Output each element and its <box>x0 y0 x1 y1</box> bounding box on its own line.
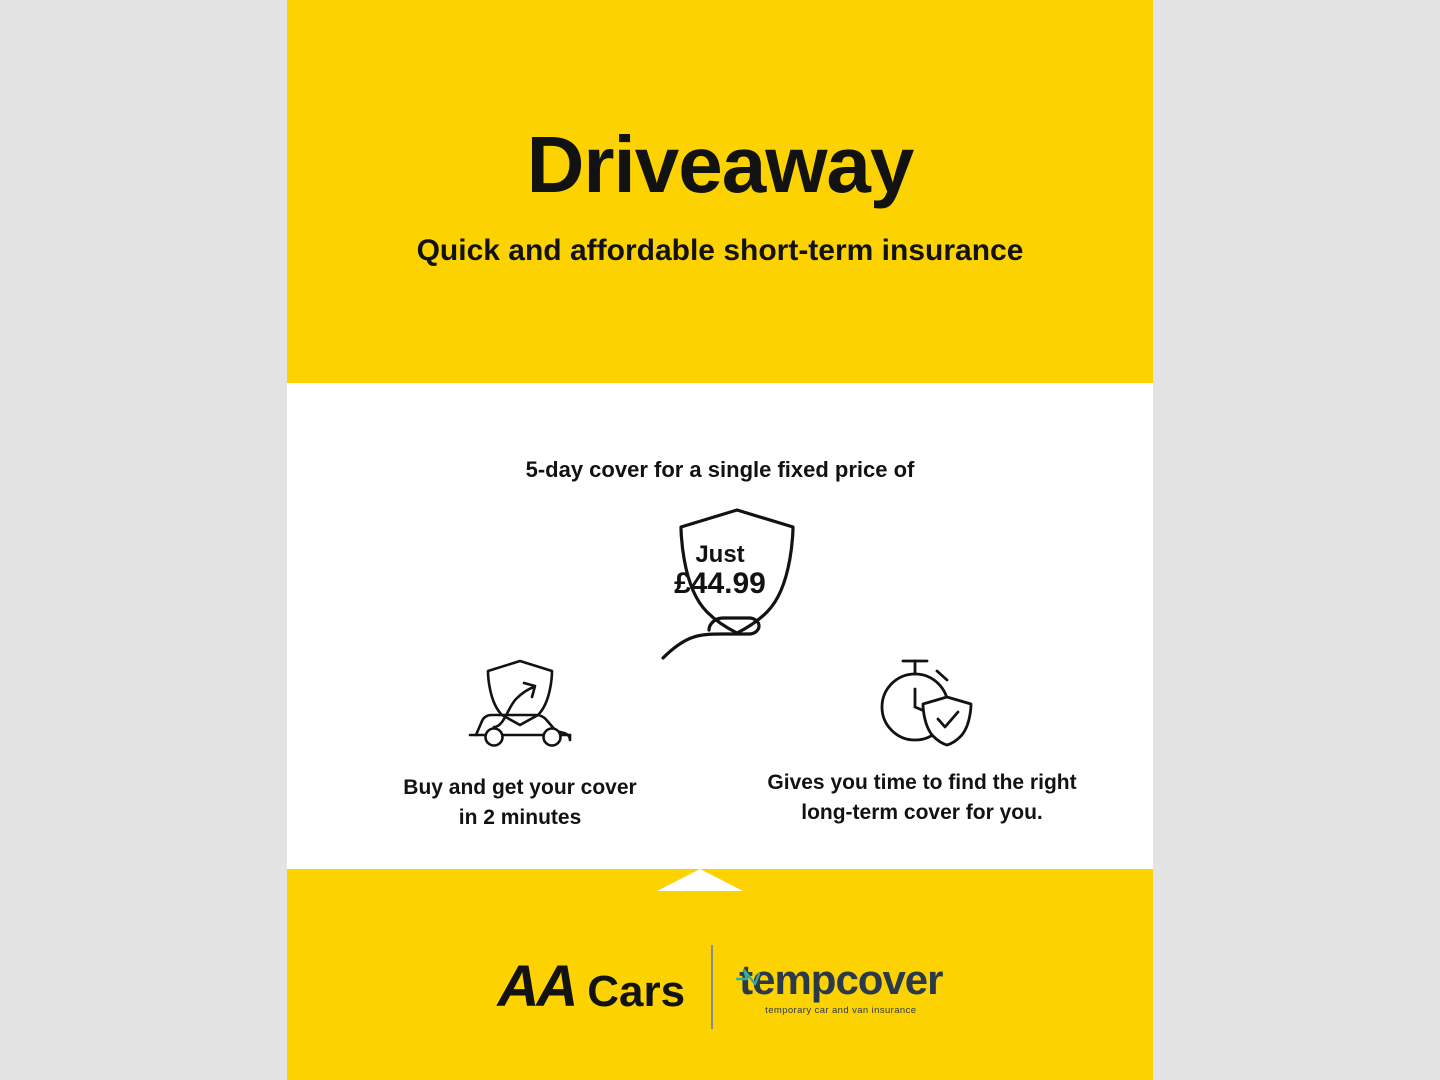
price-amount: £44.99 <box>674 567 766 600</box>
tempcover-logo <box>739 955 943 1017</box>
aa-cars-logo <box>497 953 686 1019</box>
feature-left-line2: in 2 minutes <box>458 806 582 829</box>
tempcover-tagline: temporary car and van insurance <box>765 1004 917 1016</box>
bottom-band-notch <box>657 869 743 891</box>
feature-left-text <box>355 773 685 833</box>
price-lead-text: 5-day cover for a single fixed price of <box>525 457 915 482</box>
tempcover-mark-icon <box>735 966 761 988</box>
page-subtitle: Quick and affordable short-term insurance <box>416 234 1024 267</box>
feature-left-line1: Buy and get your cover <box>403 776 637 799</box>
aa-cars-label: Cars <box>587 966 686 1016</box>
footer-logos <box>287 945 1153 1029</box>
logo-divider <box>711 945 713 1029</box>
poster-canvas <box>287 0 1153 1080</box>
aa-logo: AA <box>497 953 576 1019</box>
car-route-arrow-icon <box>355 655 685 755</box>
feature-right-line1: Gives you time to find the right <box>767 771 1077 794</box>
feature-right-line2: long-term cover for you. <box>801 801 1043 824</box>
feature-time-to-find-cover <box>757 650 1087 828</box>
stopwatch-shield-check-icon <box>757 650 1087 750</box>
feature-buy-in-2-minutes <box>355 655 685 833</box>
feature-right-text <box>757 768 1087 828</box>
price-just-label: Just <box>695 541 745 568</box>
tempcover-wordmark: tempcover <box>739 955 943 1003</box>
page-title: Driveaway <box>526 120 914 209</box>
